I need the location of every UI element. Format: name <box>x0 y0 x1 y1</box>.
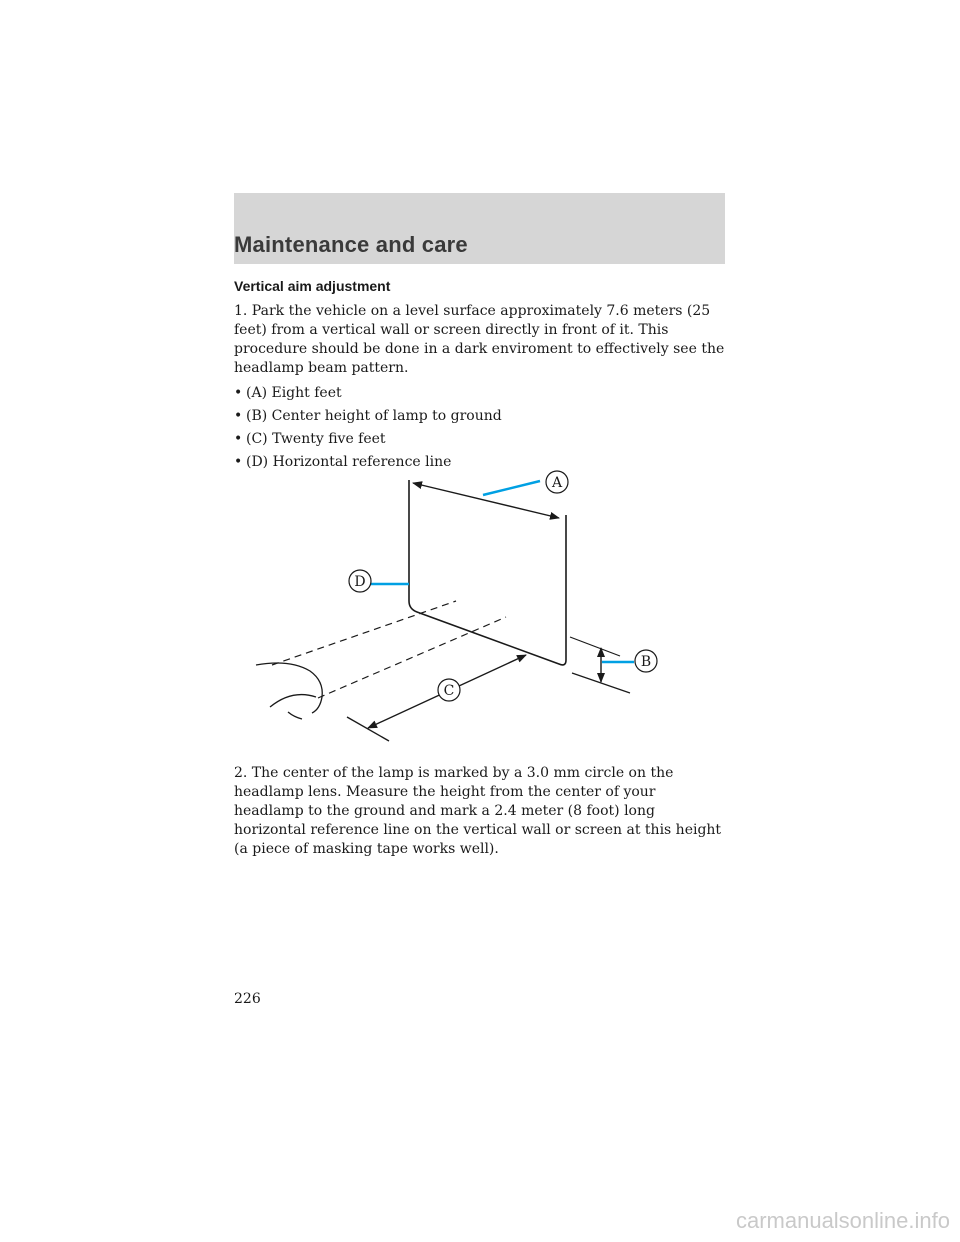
bullet-mark: • <box>234 385 243 401</box>
bullet-mark: • <box>234 408 243 424</box>
bullet-mark: • <box>234 431 243 447</box>
bullet-text: (D) Horizontal reference line <box>246 454 452 470</box>
list-item <box>234 407 729 426</box>
bullet-list <box>234 384 729 472</box>
watermark: carmanualsonline.info <box>735 1208 950 1233</box>
callout-c-label: C <box>443 683 455 699</box>
vehicle-outline <box>256 663 322 719</box>
callout-d-label: D <box>354 574 366 590</box>
bullet-text: (A) Eight feet <box>246 385 342 401</box>
screen-outline <box>409 480 566 665</box>
subheading: Vertical aim adjustment <box>234 278 391 294</box>
step-1-paragraph: 1. Park the vehicle on a level surface approximately 7.6 meters (25 feet) from a vertical wall or screen directly in front of it. This procedure should be done in a dark enviroment to effectively see the headlamp beam pattern. <box>234 303 725 376</box>
dimension-a-arrow <box>413 483 559 518</box>
list-item <box>234 384 729 403</box>
bullet-text: (B) Center height of lamp to ground <box>246 408 502 424</box>
section-header <box>234 193 725 264</box>
content <box>234 278 729 476</box>
list-item <box>234 430 729 449</box>
bullet-mark: • <box>234 454 243 470</box>
beam-line-lower <box>318 617 506 698</box>
callout-a-label: A <box>551 475 563 491</box>
page-number: 226 <box>234 991 261 1007</box>
beam-line-upper <box>272 601 456 665</box>
headlamp-aim-diagram <box>250 465 650 755</box>
step-2-paragraph: 2. The center of the lamp is marked by a 3.0 mm circle on the headlamp lens. Measure the height from the center of your headlamp to the ground and mark a 2.4 meter (8 foot) long horizontal reference line on the vertical wall or screen at this height (a piece of masking tape works well). <box>234 765 722 857</box>
dimension-b-top-tick <box>570 637 620 656</box>
callout-b-label: B <box>640 654 652 670</box>
section-title: Maintenance and care <box>234 232 468 257</box>
leader-a <box>483 481 540 495</box>
bullet-text: (C) Twenty five feet <box>246 431 386 447</box>
